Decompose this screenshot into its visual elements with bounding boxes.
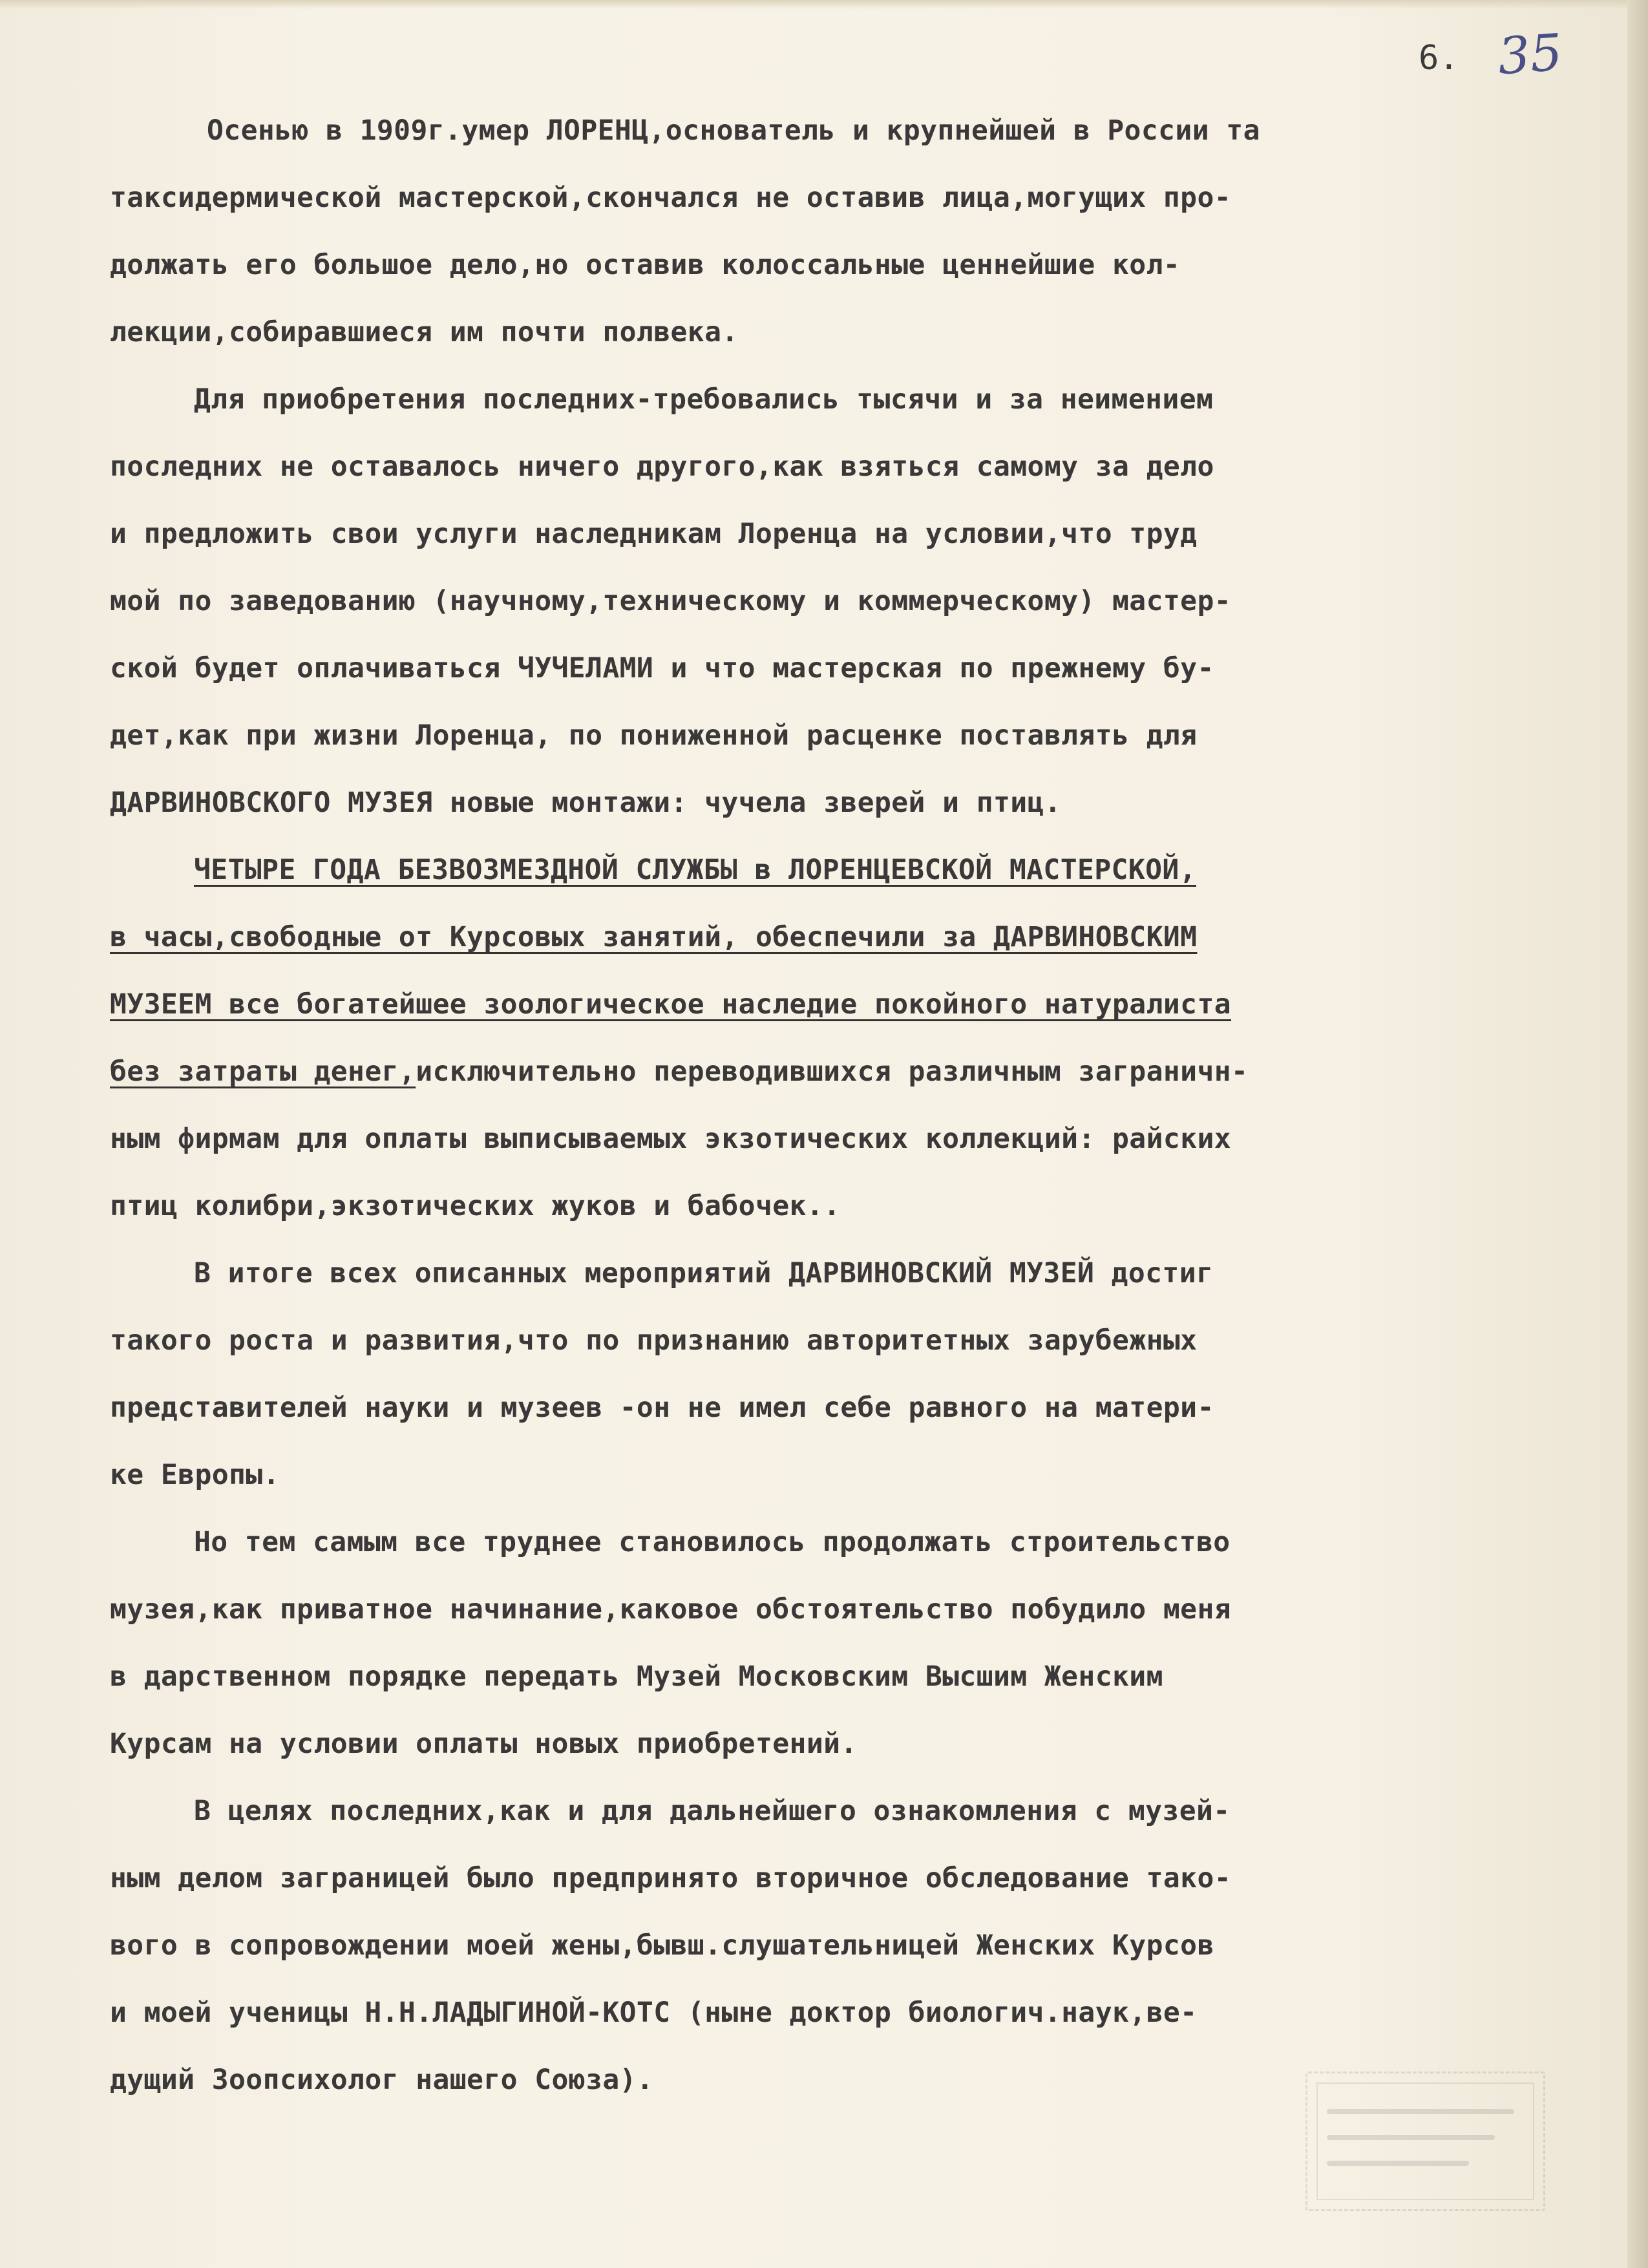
text-line: последних не оставалось ничего другого,как взяться самому за дело [110,450,1214,483]
text-line: Но тем самым все труднее становилось продолжать строительство [194,1526,1231,1558]
paper-top-edge [0,0,1648,9]
text-line: Для приобретения последних-требовались тысячи и за неимением [194,383,1214,416]
text-line: такого роста и развития,что по признанию авторитетных зарубежных [110,1324,1198,1357]
text-line: таксидермической мастерской,скончался не оставив лица,могущих про- [110,182,1232,214]
text-line: ДАРВИНОВСКОГО МУЗЕЯ новые монтажи: чучела зверей и птиц. [110,787,1062,819]
underlined-text-line: ЧЕТЫРЕ ГОДА БЕЗВОЗМЕЗДНОЙ СЛУЖБЫ в ЛОРЕНЦЕВСКОЙ МАСТЕРСКОЙ, [194,854,1197,886]
typewritten-text [110,97,1545,2114]
stamp-text-trace [1327,2161,1469,2166]
text-line: ке Европы. [110,1459,280,1491]
text-line: ской будет оплачиваться ЧУЧЕЛАМИ и что мастерская по прежнему бу- [110,652,1214,684]
text-line: представителей науки и музеев -он не имел себе равного на матери- [110,1392,1214,1424]
handwritten-folio-number: 35 [1495,23,1565,87]
text-line: ным фирмам для оплаты выписываемых экзотических коллекций: райских [110,1123,1232,1155]
text-line: ным делом заграницей было предпринято вторичное обследование тако- [110,1862,1232,1894]
text-line: дет,как при жизни Лоренца, по пониженной расценке поставлять для [110,719,1198,752]
text-line: вого в сопровождении моей жены,бывш.слушательницей Женских Курсов [110,1929,1214,1962]
text-line: дущий Зоопсихолог нашего Союза). [110,2064,654,2096]
stamp-text-trace [1327,2109,1514,2114]
text-line: Осенью в 1909г.умер ЛОРЕНЦ,основатель и крупнейшей в России та [207,114,1260,147]
text-line: мой по заведованию (научному,техническому и коммерческому) мастер- [110,585,1232,617]
underlined-text-line: в часы,свободные от Курсовых занятий, обеспечили за ДАРВИНОВСКИМ [110,921,1198,953]
underlined-text-fragment: без затраты денег, [110,1055,416,1088]
text-line: птиц колибри,экзотических жуков и бабочек.. [110,1190,841,1222]
stamp-frame [1316,2083,1534,2200]
text-fragment: исключительно переводившихся различным заграничн- [416,1055,1249,1088]
text-line: музея,как приватное начинание,каковое обстоятельство побудило меня [110,1593,1232,1626]
text-line: должать его большое дело,но оставив колоссальные ценнейшие кол- [110,249,1181,281]
faded-archive-stamp [1305,2072,1545,2211]
text-line: и предложить свои услуги наследникам Лоренца на условии,что труд [110,518,1198,550]
text-line: и моей ученицы Н.Н.ЛАДЫГИНОЙ-КОТС (ныне доктор биологич.наук,ве- [110,1997,1198,2029]
paper-right-edge [1627,0,1648,2268]
text-line: лекции,собиравшиеся им почти полвека. [110,316,739,348]
text-line: В итоге всех описанных мероприятий ДАРВИНОВСКИЙ МУЗЕЙ достиг [194,1257,1214,1289]
text-line: Курсам на условии оплаты новых приобретений. [110,1728,858,1760]
underlined-text-line: МУЗЕЕМ все богатейшее зоологическое наследие покойного натуралиста [110,988,1232,1021]
stamp-text-trace [1327,2135,1495,2140]
text-line: В целях последних,как и для дальнейшего ознакомления с музей- [194,1795,1231,1827]
text-line [110,1038,1545,1105]
text-line: в дарственном порядке передать Музей Московским Высшим Женским [110,1660,1163,1693]
page-number: 6. [1419,39,1459,78]
